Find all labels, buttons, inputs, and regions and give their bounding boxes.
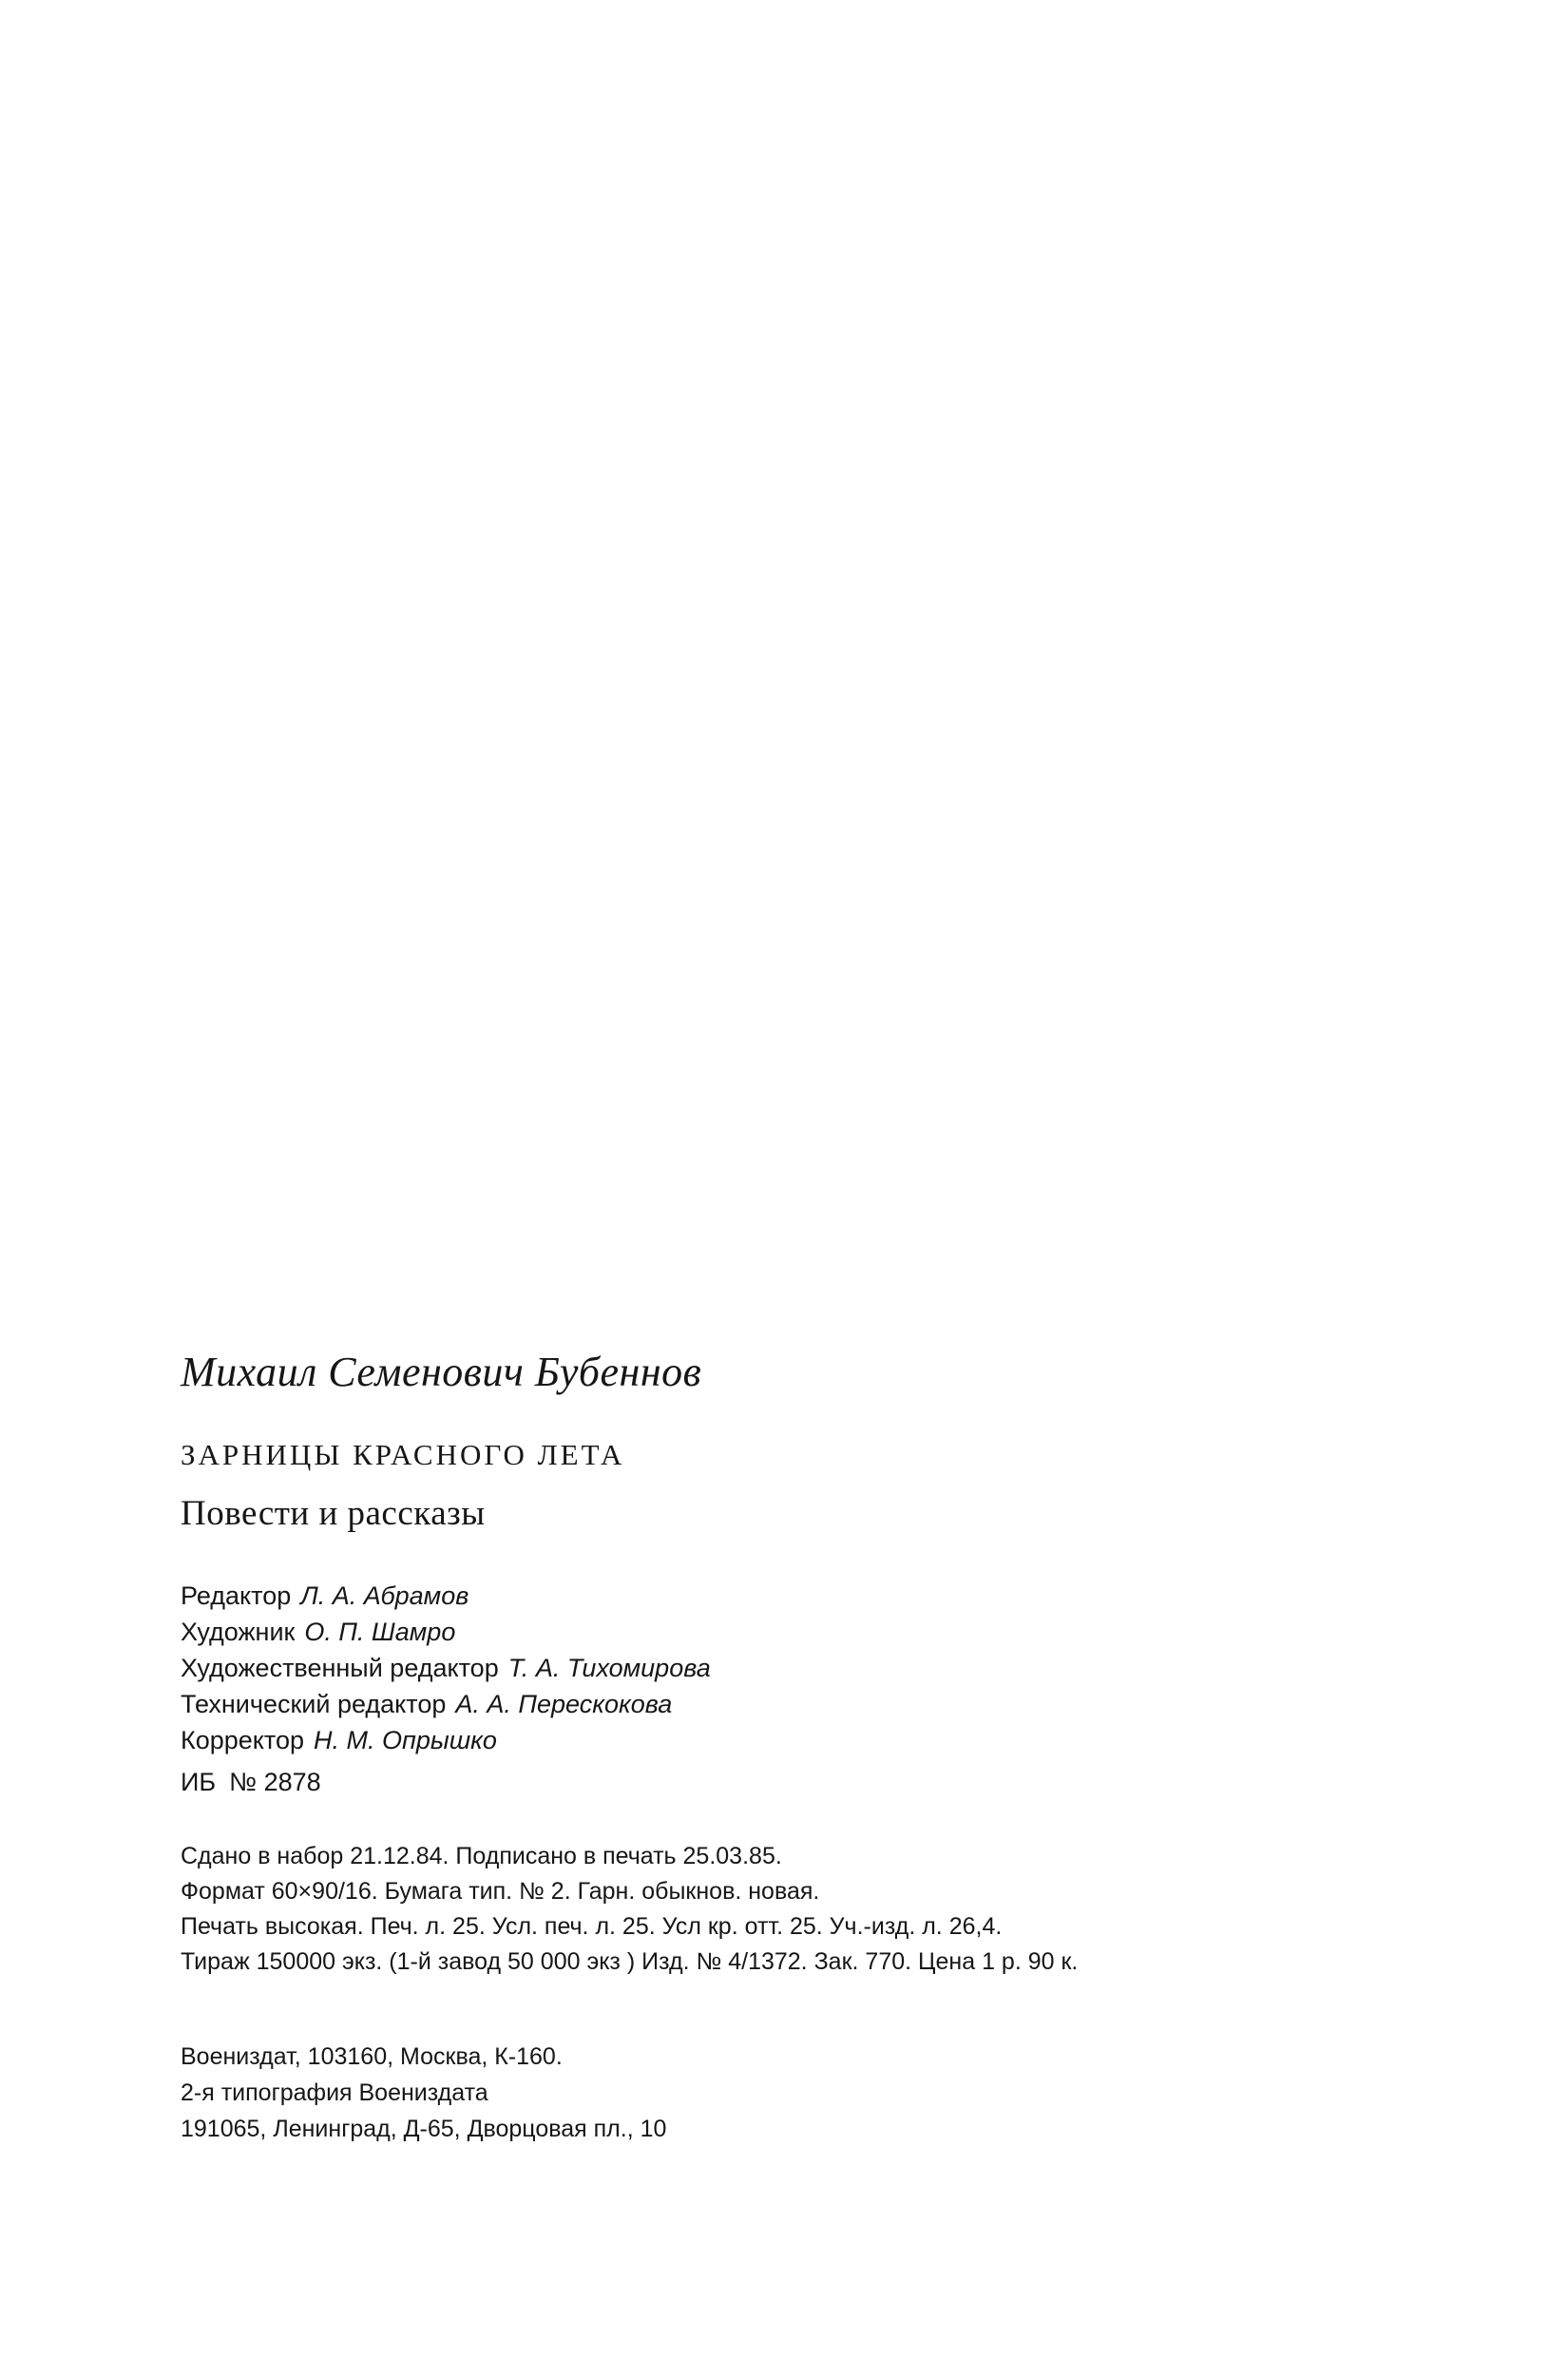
staff-name: А. А. Перескокова <box>455 1690 673 1718</box>
book-title: ЗАРНИЦЫ КРАСНОГО ЛЕТА <box>181 1438 625 1471</box>
publisher-line: Воениздат, 103160, Москва, К-160. <box>181 2043 563 2070</box>
staff-role: Корректор <box>181 1726 305 1754</box>
staff-name: Л. А. Абрамов <box>300 1581 469 1610</box>
staff-role: Редактор <box>181 1581 292 1610</box>
print-details <box>181 1839 1078 1980</box>
print-line: Формат 60×90/16. Бумага тип. № 2. Гарн. обыкнов. новая. <box>181 1878 820 1905</box>
print-line: Тираж 150000 экз. (1-й завод 50 000 экз ) Изд. № 4/1372. Зак. 770. Цена 1 р. 90 к. <box>181 1948 1079 1975</box>
staff-row-artist <box>181 1614 711 1650</box>
ib-number <box>181 1768 321 1797</box>
staff-name: О. П. Шамро <box>304 1618 456 1646</box>
publisher-info <box>181 2039 666 2147</box>
staff-credits <box>181 1578 711 1758</box>
author-name: Михаил Семенович Бубеннов <box>181 1349 702 1395</box>
ib-value: № 2878 <box>229 1768 321 1796</box>
publisher-line: 2-я типография Воениздата <box>181 2079 488 2106</box>
staff-name: Н. М. Опрышко <box>314 1726 497 1754</box>
staff-row-art-editor <box>181 1650 711 1686</box>
staff-name: Т. А. Тихомирова <box>507 1654 711 1682</box>
print-line: Сдано в набор 21.12.84. Подписано в печать 25.03.85. <box>181 1843 782 1869</box>
publisher-line: 191065, Ленинград, Д-65, Дворцовая пл., 10 <box>181 2116 667 2142</box>
staff-row-proofreader <box>181 1722 711 1758</box>
book-subtitle: Повести и рассказы <box>181 1494 486 1533</box>
staff-row-editor <box>181 1578 711 1614</box>
print-line: Печать высокая. Печ. л. 25. Усл. печ. л. 25. Усл кр. отт. 25. Уч.-изд. л. 26,4. <box>181 1913 1003 1940</box>
staff-role: Художник <box>181 1618 296 1646</box>
staff-role: Художественный редактор <box>181 1654 499 1682</box>
ib-label: ИБ <box>181 1768 217 1796</box>
staff-role: Технический редактор <box>181 1690 447 1718</box>
staff-row-technical-editor <box>181 1686 711 1722</box>
